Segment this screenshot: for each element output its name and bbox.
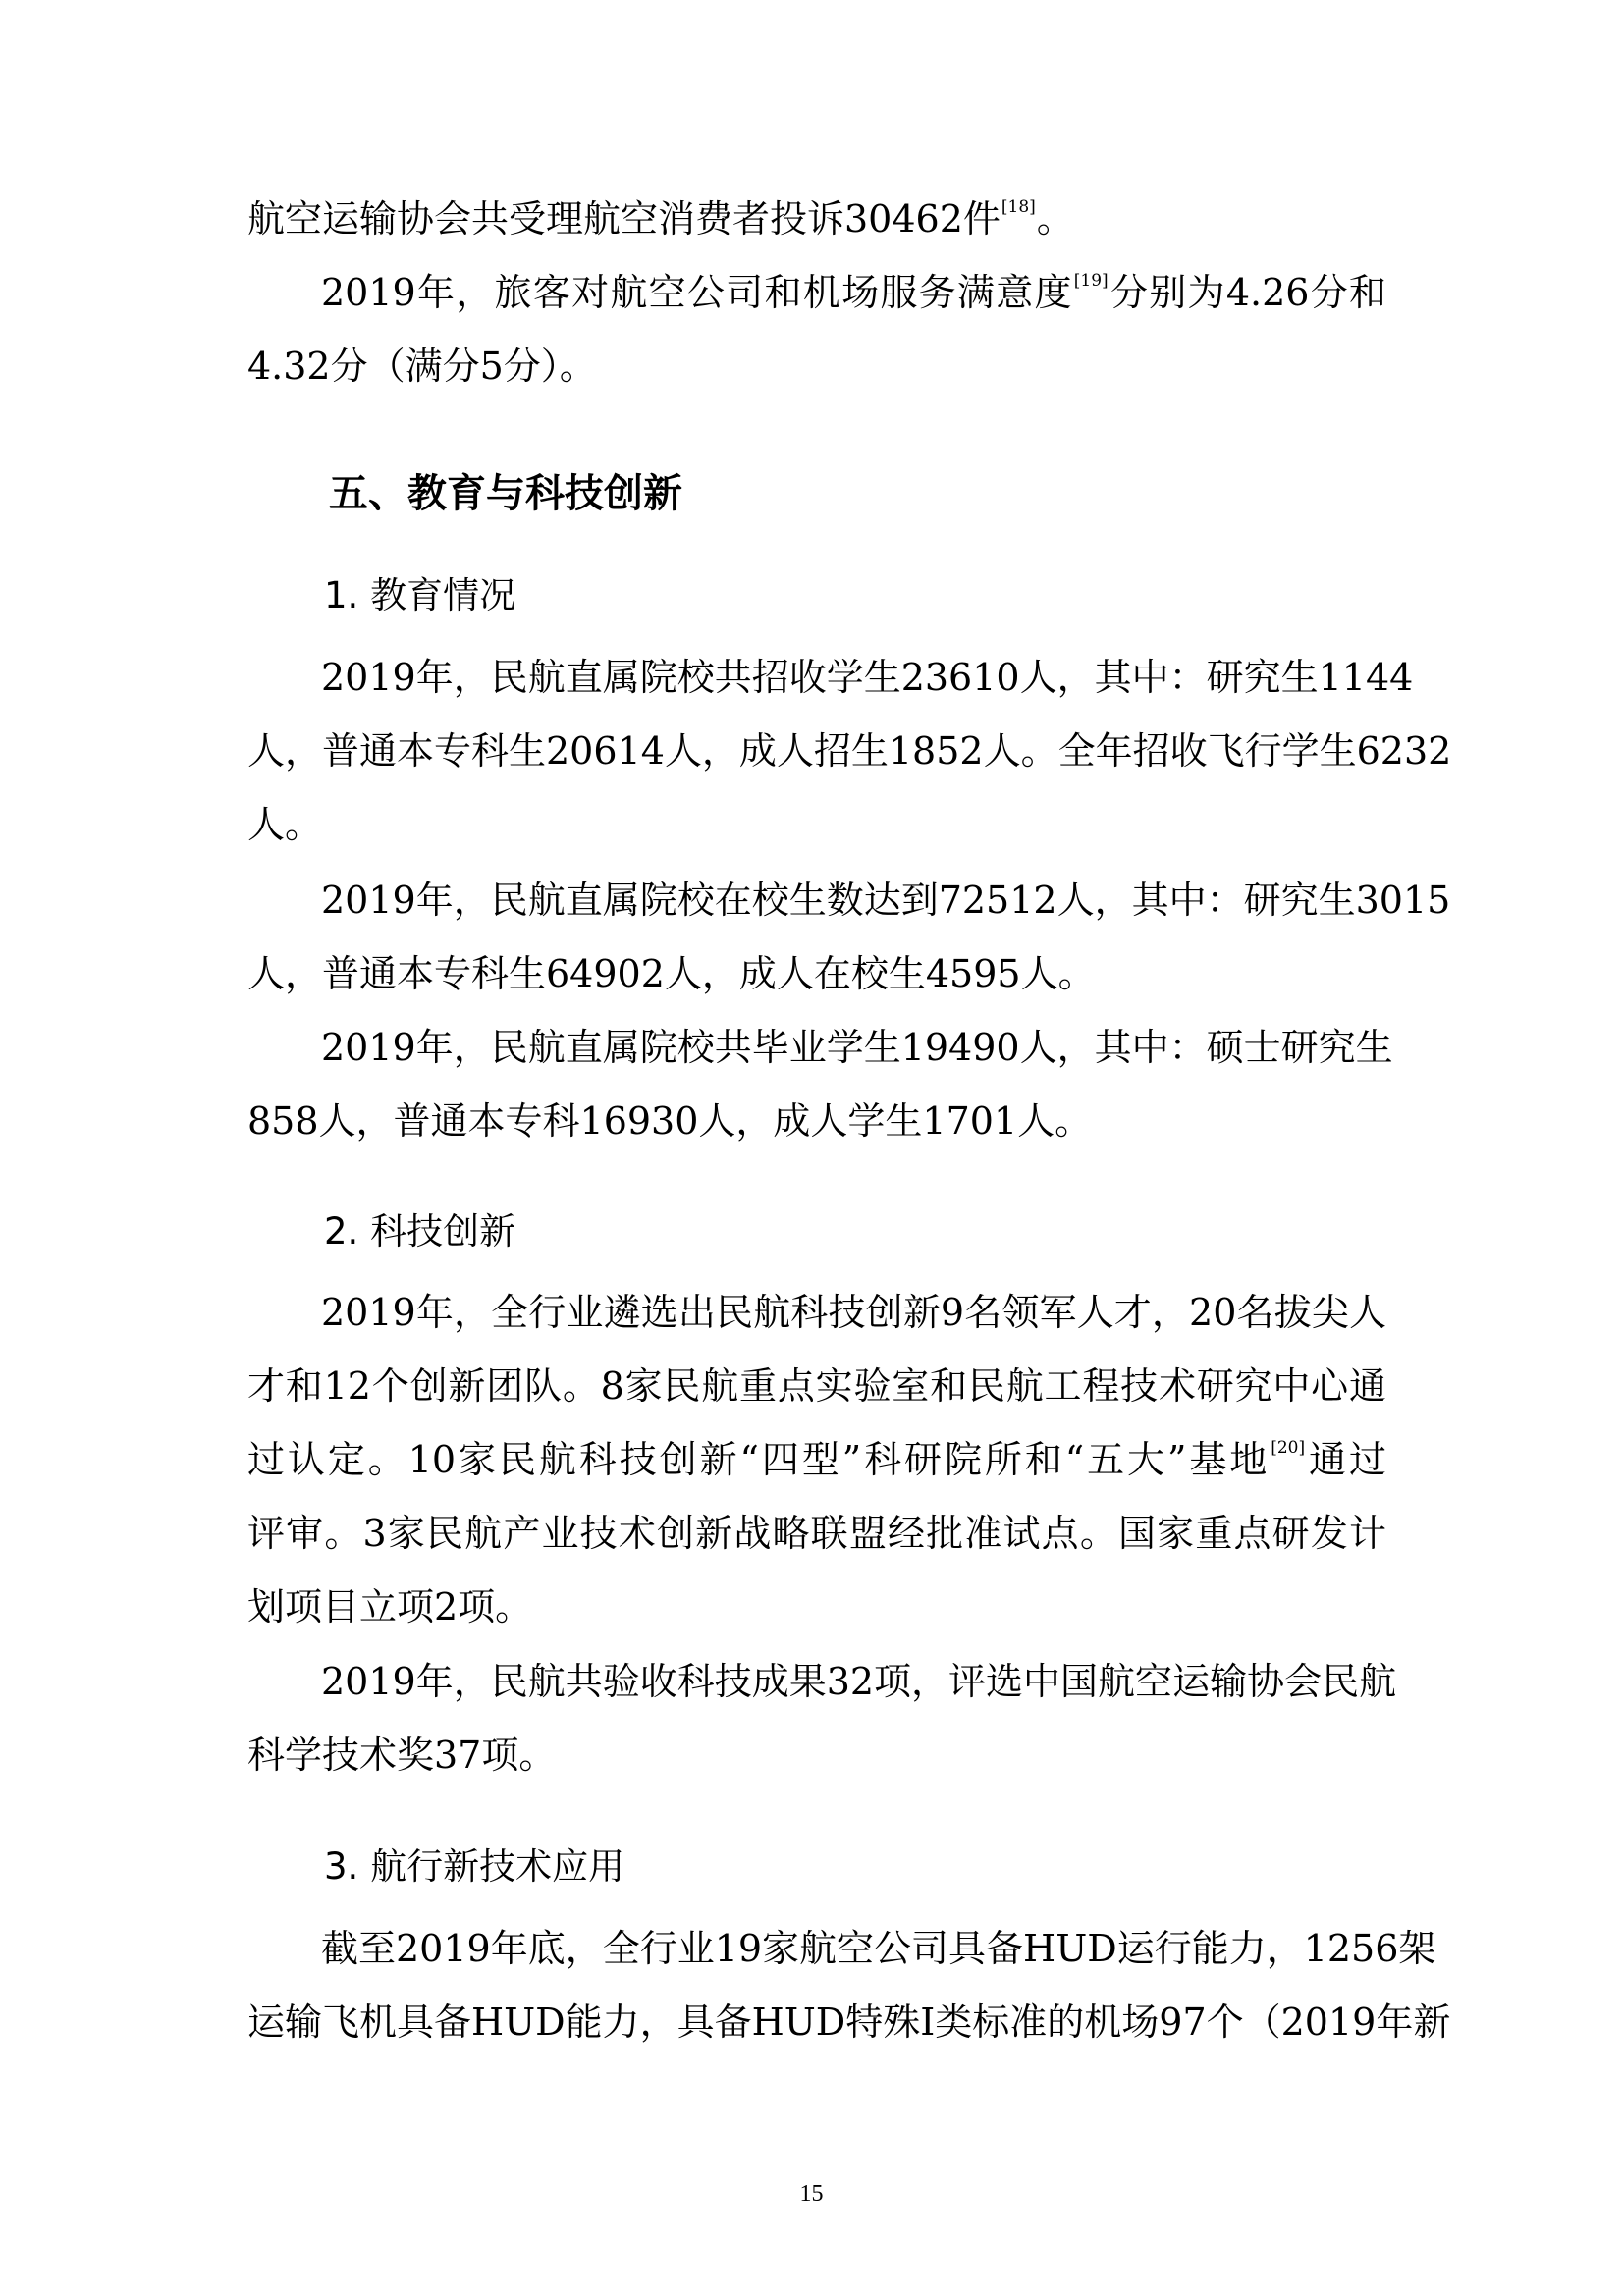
- paragraph-nav1-line-2: 运输飞机具备HUD能力，具备HUD特殊Ⅰ类标准的机场97个（2019年新: [247, 2001, 1451, 2044]
- paragraph-tech1-line-1: 2019年，全行业遴选出民航科技创新9名领军人才，20名拔尖人: [321, 1291, 1386, 1334]
- paragraph-edu2-line-2: 人，普通本专科生64902人，成人在校生4595人。: [247, 952, 1096, 995]
- paragraph-nav1-line-1: 截至2019年底，全行业19家航空公司具备HUD运行能力，1256架: [321, 1927, 1436, 1970]
- page-number: 15: [799, 2181, 824, 2207]
- subsection-heading-navigation: 3. 航行新技术应用: [324, 1845, 625, 1888]
- footnote-ref[interactable]: [18]: [1001, 197, 1036, 217]
- paragraph-tech1-line-3: 过认定。10家民航科技创新“四型”科研院所和“五大”基地[20]通过: [247, 1438, 1386, 1481]
- section-heading: 五、教育与科技创新: [329, 471, 682, 516]
- paragraph-edu1-line-1: 2019年，民航直属院校共招收学生23610人，其中：研究生1144: [321, 656, 1414, 699]
- paragraph-edu2-line-1: 2019年，民航直属院校在校生数达到72512人，其中：研究生3015: [321, 879, 1451, 922]
- paragraph-edu1-line-2: 人，普通本专科生20614人，成人招生1852人。全年招收飞行学生6232: [247, 729, 1452, 773]
- paragraph-tech1-line-2: 才和12个创新团队。8家民航重点实验室和民航工程技术研究中心通: [247, 1364, 1386, 1408]
- footnote-ref[interactable]: [20]: [1271, 1438, 1306, 1458]
- subsection-heading-education: 1. 教育情况: [324, 574, 516, 616]
- paragraph-complaints-line: 航空运输协会共受理航空消费者投诉30462件[18]。: [247, 197, 1074, 240]
- paragraph-edu1-line-3: 人。: [247, 803, 323, 846]
- subsection-heading-tech: 2. 科技创新: [324, 1210, 516, 1253]
- paragraph-tech2-line-1: 2019年，民航共验收科技成果32项，评选中国航空运输协会民航: [321, 1660, 1397, 1703]
- paragraph-tech1-line-4: 评审。3家民航产业技术创新战略联盟经批准试点。国家重点研发计: [247, 1512, 1386, 1555]
- footnote-ref[interactable]: [19]: [1073, 271, 1109, 291]
- paragraph-tech2-line-2: 科学技术奖37项。: [247, 1734, 557, 1777]
- paragraph-satisfaction-line-1: 2019年，旅客对航空公司和机场服务满意度[19]分别为4.26分和: [321, 271, 1386, 314]
- paragraph-tech1-line-5: 划项目立项2项。: [247, 1585, 533, 1629]
- paragraph-satisfaction-line-2: 4.32分（满分5分）。: [247, 345, 597, 388]
- paragraph-edu3-line-1: 2019年，民航直属院校共毕业学生19490人，其中：硕士研究生: [321, 1026, 1393, 1069]
- paragraph-edu3-line-2: 858人，普通本专科16930人，成人学生1701人。: [247, 1099, 1093, 1143]
